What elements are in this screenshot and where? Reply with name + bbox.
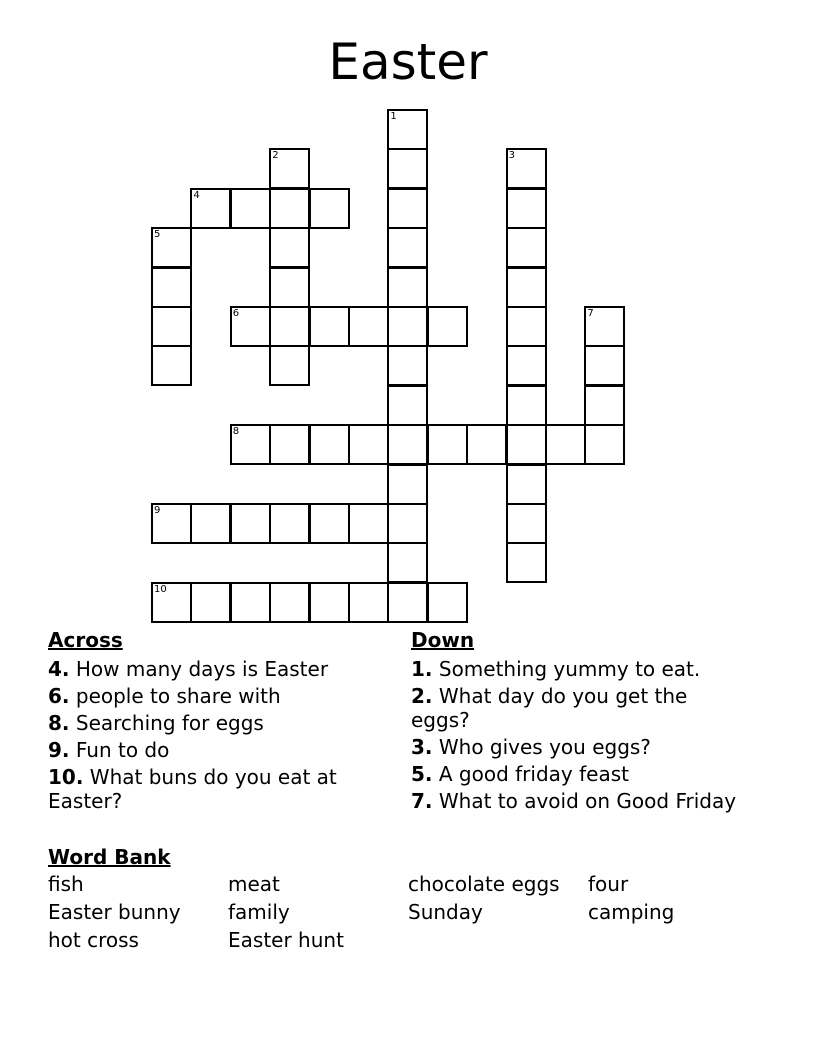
word-bank-item: chocolate eggs: [408, 872, 560, 896]
clue-number: 1: [390, 111, 397, 122]
clue-num: 5.: [411, 762, 433, 786]
clue-number: 4: [193, 189, 200, 201]
grid-cell[interactable]: [269, 227, 310, 268]
grid-cell[interactable]: [387, 109, 428, 150]
clue-item: [48, 765, 378, 813]
grid-cell[interactable]: [387, 582, 428, 623]
grid-cell[interactable]: [506, 306, 547, 347]
grid-cell[interactable]: [348, 306, 389, 347]
grid-cell[interactable]: [506, 503, 547, 544]
clue-text: A good friday feast: [432, 762, 629, 786]
grid-cell[interactable]: [348, 424, 389, 465]
grid-cell[interactable]: [151, 582, 192, 623]
grid-cell[interactable]: [151, 503, 192, 544]
clue-text: What buns do you eat at Easter?: [48, 765, 337, 813]
grid-cell[interactable]: [387, 424, 428, 465]
grid-cell[interactable]: [269, 267, 310, 308]
grid-cell[interactable]: [230, 188, 271, 229]
grid-cell[interactable]: [269, 424, 310, 465]
clue-num: 8.: [48, 711, 70, 735]
clue-num: 4.: [48, 657, 70, 681]
word-bank-item: camping: [588, 900, 675, 924]
grid-cell[interactable]: [387, 306, 428, 347]
grid-cell[interactable]: [387, 503, 428, 544]
clue-number: 10: [154, 583, 167, 595]
clue-text: Something yummy to eat.: [432, 657, 701, 681]
clue-number: 9: [154, 505, 161, 516]
grid-cell[interactable]: [309, 188, 350, 229]
grid-cell[interactable]: [427, 582, 468, 623]
word-bank-item: fish: [48, 872, 84, 896]
grid-cell[interactable]: [584, 424, 625, 465]
clue-item: [48, 657, 378, 681]
grid-cell[interactable]: [387, 227, 428, 268]
grid-cell[interactable]: [190, 582, 231, 623]
grid-cell[interactable]: [151, 345, 192, 386]
clue-item: [411, 735, 741, 759]
grid-cell[interactable]: [309, 582, 350, 623]
grid-cell[interactable]: [506, 188, 547, 229]
word-bank-item: four: [588, 872, 629, 896]
grid-cell[interactable]: [151, 306, 192, 347]
grid-cell[interactable]: [506, 148, 547, 189]
across-heading: Across: [48, 628, 123, 652]
grid-cell[interactable]: [269, 188, 310, 229]
grid-cell[interactable]: [269, 306, 310, 347]
word-bank-item: Easter bunny: [48, 900, 181, 924]
grid-cell[interactable]: [387, 345, 428, 386]
grid-cell[interactable]: [466, 424, 507, 465]
grid-cell[interactable]: [151, 267, 192, 308]
clue-item: [48, 738, 378, 762]
grid-cell[interactable]: [584, 345, 625, 386]
clue-item: [48, 684, 378, 708]
clue-text: Searching for eggs: [69, 711, 264, 735]
grid-cell[interactable]: [387, 267, 428, 308]
clue-number: 6: [232, 308, 240, 319]
grid-cell[interactable]: [506, 542, 547, 583]
word-bank-item: family: [228, 900, 290, 924]
grid-cell[interactable]: [506, 267, 547, 308]
clue-num: 6.: [48, 684, 70, 708]
clue-text: people to share with: [69, 684, 281, 708]
grid-cell[interactable]: [387, 542, 428, 583]
clue-item: [48, 711, 378, 735]
across-clues: [48, 628, 378, 816]
grid-cell[interactable]: [269, 345, 310, 386]
puzzle-title: Easter: [328, 33, 488, 91]
grid-cell[interactable]: [427, 424, 468, 465]
clue-num: 2.: [411, 684, 433, 708]
grid-cell[interactable]: [348, 582, 389, 623]
clue-text: Fun to do: [69, 738, 170, 762]
grid-cell[interactable]: [584, 306, 625, 347]
grid-cell[interactable]: [151, 227, 192, 268]
clue-item: [411, 762, 741, 786]
clue-num: 1.: [411, 657, 433, 681]
clue-num: 9.: [48, 738, 70, 762]
clue-number: 2: [272, 150, 279, 162]
grid-cell[interactable]: [348, 503, 389, 544]
grid-cell[interactable]: [309, 503, 350, 544]
grid-cell[interactable]: [230, 424, 271, 465]
word-bank-item: Easter hunt: [228, 928, 344, 952]
grid-cell[interactable]: [545, 424, 586, 465]
clue-item: [411, 789, 741, 813]
clue-num: 7.: [411, 789, 433, 813]
clue-text: How many days is Easter: [69, 657, 329, 681]
grid-cell[interactable]: [230, 503, 271, 544]
clue-item: [411, 657, 741, 681]
clue-text: What to avoid on Good Friday: [432, 789, 737, 813]
grid-cell[interactable]: [190, 503, 231, 544]
clue-number: 7: [587, 308, 594, 319]
word-bank-item: Sunday: [408, 900, 483, 924]
clue-number: 3: [508, 150, 515, 162]
clue-num: 10.: [48, 765, 84, 789]
grid-cell[interactable]: [387, 188, 428, 229]
grid-cell[interactable]: [269, 503, 310, 544]
grid-cell[interactable]: [269, 582, 310, 623]
clue-item: [411, 684, 741, 732]
word-bank-heading: Word Bank: [48, 845, 171, 869]
clue-num: 3.: [411, 735, 433, 759]
word-bank: [48, 872, 768, 952]
grid-cell[interactable]: [230, 306, 271, 347]
grid-cell[interactable]: [584, 385, 625, 426]
word-bank-item: meat: [228, 872, 280, 896]
down-clues: [411, 628, 741, 816]
grid-cell[interactable]: [427, 306, 468, 347]
clue-text: Who gives you eggs?: [432, 735, 651, 759]
grid-cell[interactable]: [506, 424, 547, 465]
grid-cell[interactable]: [190, 188, 231, 229]
grid-cell[interactable]: [506, 385, 547, 426]
grid-cell[interactable]: [387, 385, 428, 426]
grid-cell[interactable]: [387, 148, 428, 189]
clue-text: What day do you get the eggs?: [411, 684, 688, 732]
grid-cell[interactable]: [506, 345, 547, 386]
grid-cell[interactable]: [309, 306, 350, 347]
clue-number: 8: [232, 426, 240, 438]
grid-cell[interactable]: [230, 582, 271, 623]
down-heading: Down: [411, 628, 475, 652]
grid-cell[interactable]: [506, 464, 547, 505]
grid-cell[interactable]: [309, 424, 350, 465]
word-bank-item: hot cross: [48, 928, 139, 952]
clue-number: 5: [154, 229, 161, 241]
grid-cell[interactable]: [506, 227, 547, 268]
grid-cell[interactable]: [387, 464, 428, 505]
grid-cell[interactable]: [269, 148, 310, 189]
